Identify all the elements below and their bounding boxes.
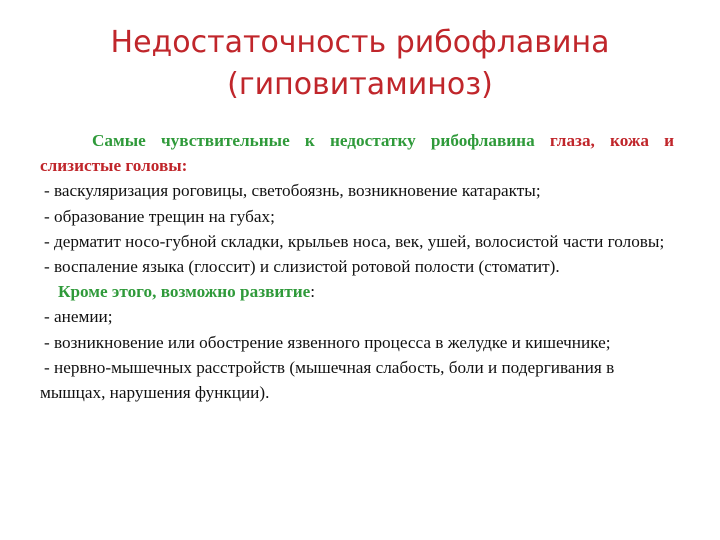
symptom-text: - воспаление языка (глоссит) и слизистой ротовой полости (стоматит).	[44, 257, 560, 277]
complication-item	[40, 355, 674, 405]
symptom-text: - дерматит носо-губной складки, крыльев носа, век, ушей, волосистой части головы;	[44, 231, 665, 251]
complication-item	[40, 330, 674, 355]
slide-body	[40, 128, 674, 405]
title-line-2: (гиповитаминоз)	[227, 67, 493, 102]
also-green-text: Кроме этого, возможно развитие	[58, 282, 311, 302]
symptom-item	[40, 254, 674, 279]
intro-green-text: Самые чувствительные к недостатку рибофлавина	[92, 131, 535, 150]
also-paragraph	[40, 279, 674, 304]
symptom-text: - васкуляризация роговицы, светобоязнь, возникновение катаракты;	[44, 181, 541, 201]
complication-item	[40, 304, 674, 329]
intro-paragraph	[40, 128, 674, 178]
complication-text: - возникновение или обострение язвенного процесса в желудке и кишечнике;	[44, 332, 611, 352]
complication-text: - нервно-мышечных расстройств (мышечная слабость, боли и подергивания в мышцах, нарушения функции).	[40, 357, 615, 403]
symptom-text: - образование трещин на губах;	[44, 206, 275, 226]
symptom-item	[40, 178, 674, 203]
symptom-item	[40, 229, 674, 254]
title-line-1: Недостаточность рибофлавина	[110, 25, 610, 60]
intro-red-text: глаза, кожа и слизистые головы:	[40, 131, 674, 176]
slide-title	[0, 22, 720, 106]
also-suffix: :	[310, 282, 316, 302]
complication-text: - анемии;	[44, 307, 113, 327]
symptom-item	[40, 204, 674, 229]
